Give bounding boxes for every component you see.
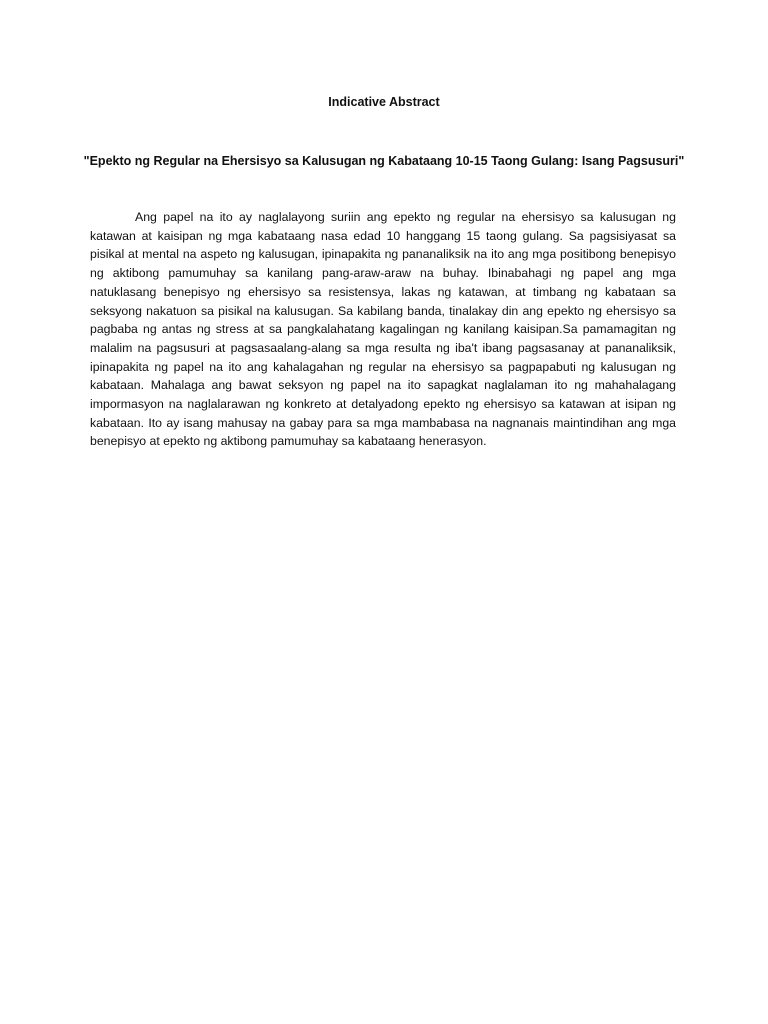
abstract-paragraph: Ang papel na ito ay naglalayong suriin ang epekto ng regular na ehersisyo sa kalusugan ng katawan at kaisipan ng mga kabataang nasa edad 10 hanggang 15 taong gulang. Sa pagsisiyasat sa pisikal at mental na aspeto ng kalusugan, ipinapakita ng pananaliksik na ito ang mga positibong benepisyo ng aktibong pamumuhay sa kanilang pang-araw-araw na buhay. Ibinabahagi ng papel ang mga natuklasang benepisyo ng ehersisyo sa resistensya, lakas ng katawan, at timbang ng kabataan sa seksyong nakatuon sa pisikal na kalusugan. Sa kabilang banda, tinalakay din ang epekto ng ehersisyo sa pagbaba ng antas ng stress at sa pangkalahatang kagalingan ng kanilang kaisipan.Sa pamamagitan ng malalim na pagsusuri at pagsasaalang-alang sa mga resulta ng iba't ibang pagsasanay at pananaliksik, ipinapakita ng papel na ito ang kahalagahan ng regular na ehersisyo sa pagpapabuti ng kalusugan ng kabataan. Mahalaga ang bawat seksyon ng papel na ito sapagkat naglalaman ito ng mahahalagang impormasyon na naglalarawan ng konkreto at detalyadong epekto ng ehersisyo sa katawan at isipan ng kabataan. Ito ay isang mahusay na gabay para sa mga mambabasa na nagnanais maintindihan ang mga benepisyo at epekto ng aktibong pamumuhay sa kabataang henerasyon. xyxy=(90,210,676,449)
paper-title: "Epekto ng Regular na Ehersisyo sa Kalusugan ng Kabataang 10-15 Taong Gulang: Isang Pagsusuri" xyxy=(83,154,685,168)
abstract-heading: Indicative Abstract xyxy=(328,95,440,109)
